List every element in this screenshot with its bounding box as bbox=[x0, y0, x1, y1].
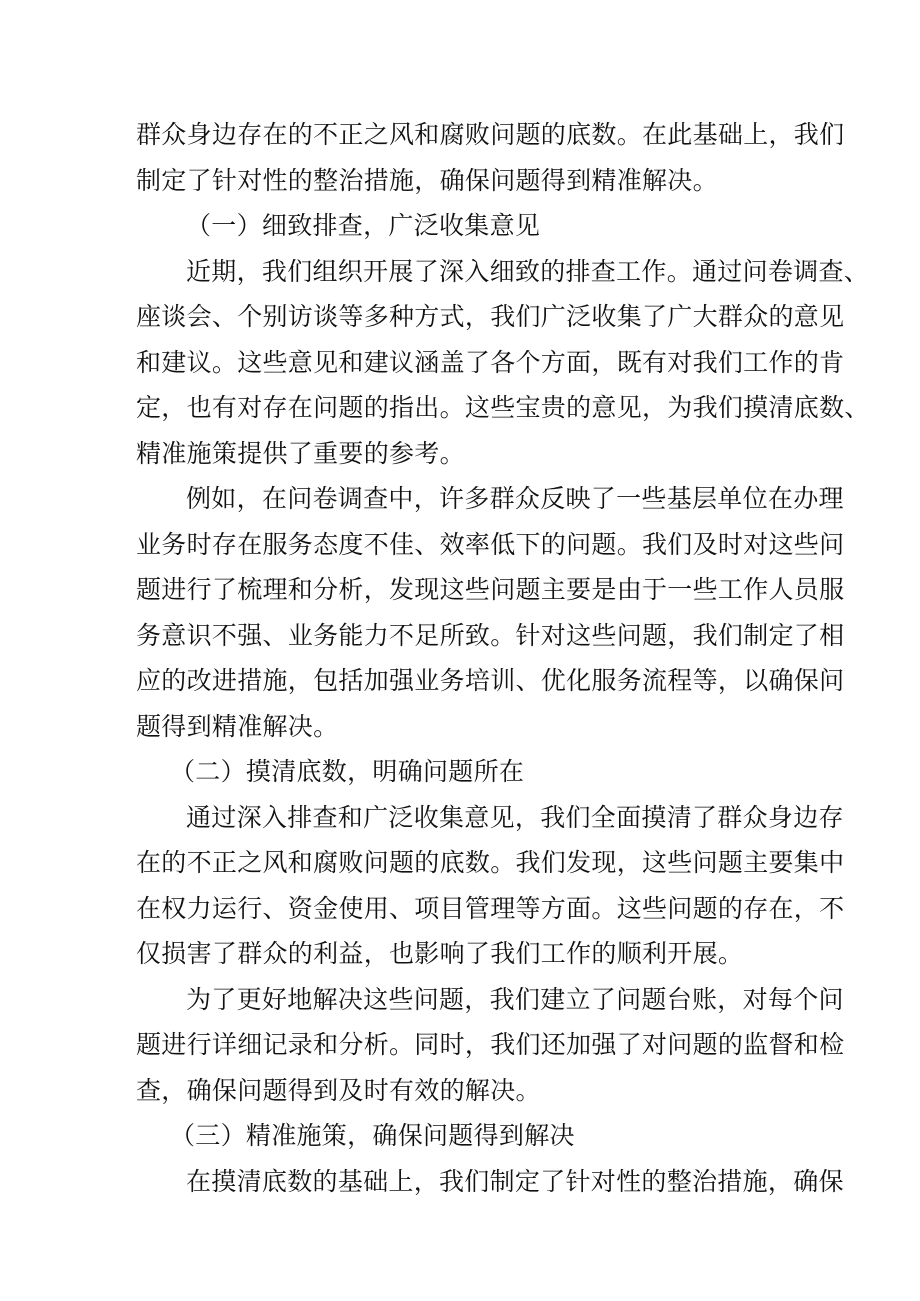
text-line: 题得到精准解决。 bbox=[136, 711, 339, 741]
text-line: 在权力运行、资金使用、项目管理等方面。这些问题的存在，不 bbox=[136, 893, 845, 923]
text-line: 查，确保问题得到及时有效的解决。 bbox=[136, 1075, 541, 1105]
text-line: 和建议。这些意见和建议涵盖了各个方面，既有对我们工作的肯 bbox=[136, 347, 845, 377]
paragraph-start: 在摸清底数的基础上，我们制定了针对性的整治措施，确保 bbox=[186, 1166, 844, 1196]
paragraph-start: 例如，在问卷调查中，许多群众反映了一些基层单位在办理 bbox=[186, 484, 844, 513]
text-line: 制定了针对性的整治措施，确保问题得到精准解决。 bbox=[136, 165, 718, 195]
text-line: 题进行详细记录和分析。同时，我们还加强了对问题的监督和检 bbox=[136, 1030, 845, 1059]
paragraph-start: 通过深入排查和广泛收集意见，我们全面摸清了群众身边存 bbox=[186, 802, 844, 832]
document-body bbox=[136, 112, 870, 1204]
paragraph-start: 近期，我们组织开展了深入细致的排查工作。通过问卷调查、 bbox=[186, 256, 870, 286]
section-heading-1: （一）细致排查，广泛收集意见 bbox=[186, 211, 541, 240]
text-line: 题进行了梳理和分析，发现这些问题主要是由于一些工作人员服 bbox=[136, 575, 845, 604]
text-line: 精准施策提供了重要的参考。 bbox=[136, 438, 465, 468]
text-line: 仅损害了群众的利益，也影响了我们工作的顺利开展。 bbox=[136, 939, 744, 968]
paragraph-start: 为了更好地解决这些问题，我们建立了问题台账，对每个问 bbox=[186, 984, 844, 1014]
section-heading-2: （二）摸清底数，明确问题所在 bbox=[170, 757, 525, 786]
text-line: 务意识不强、业务能力不足所致。针对这些问题，我们制定了相 bbox=[136, 620, 845, 650]
text-line: 在的不正之风和腐败问题的底数。我们发现，这些问题主要集中 bbox=[136, 848, 845, 877]
text-line: 业务时存在服务态度不佳、效率低下的问题。我们及时对这些问 bbox=[136, 529, 845, 559]
text-line: 座谈会、个别访谈等多种方式，我们广泛收集了广大群众的意见 bbox=[136, 302, 845, 331]
text-line: 应的改进措施，包括加强业务培训、优化服务流程等，以确保问 bbox=[136, 666, 845, 695]
text-line: 群众身边存在的不正之风和腐败问题的底数。在此基础上，我们 bbox=[136, 120, 845, 149]
text-line: 定，也有对存在问题的指出。这些宝贵的意见，为我们摸清底数、 bbox=[136, 393, 870, 422]
section-heading-3: （三）精准施策，确保问题得到解决 bbox=[170, 1121, 575, 1150]
